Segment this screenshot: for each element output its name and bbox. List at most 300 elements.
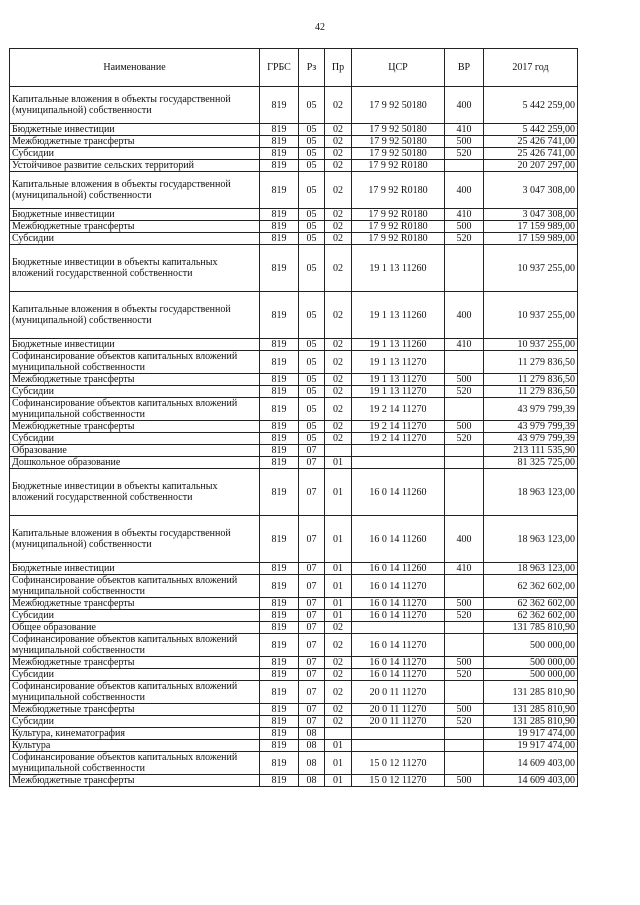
row-pr-cell: 01 [325,563,352,575]
row-rz-cell: 07 [299,622,325,634]
row-grbs-cell: 819 [260,87,299,124]
row-amount-cell: 131 285 810,90 [484,681,578,704]
row-vr-cell: 520 [445,433,484,445]
row-vr-cell: 410 [445,563,484,575]
row-grbs-cell: 819 [260,681,299,704]
row-vr-cell [445,634,484,657]
row-vr-cell: 520 [445,148,484,160]
row-amount-cell: 17 159 989,00 [484,221,578,233]
table-row [10,634,578,657]
row-rz-cell: 08 [299,752,325,775]
column-header-vr: ВР [445,49,484,87]
row-vr-cell [445,457,484,469]
table-row [10,292,578,339]
row-vr-cell: 410 [445,124,484,136]
row-amount-cell: 10 937 255,00 [484,245,578,292]
row-grbs-cell: 819 [260,124,299,136]
table-row [10,172,578,209]
row-rz-cell: 08 [299,740,325,752]
row-vr-cell: 500 [445,374,484,386]
row-vr-cell: 500 [445,775,484,787]
row-csr-cell: 17 9 92 R0180 [352,172,445,209]
table-row [10,598,578,610]
row-vr-cell: 410 [445,209,484,221]
row-amount-cell: 3 047 308,00 [484,209,578,221]
row-grbs-cell: 819 [260,351,299,374]
row-csr-cell: 17 9 92 50180 [352,148,445,160]
row-csr-cell: 17 9 92 50180 [352,136,445,148]
row-amount-cell: 131 785 810,90 [484,622,578,634]
row-grbs-cell: 819 [260,148,299,160]
row-csr-cell: 19 1 13 11260 [352,292,445,339]
row-grbs-cell: 819 [260,634,299,657]
table-row [10,704,578,716]
row-name-cell: Межбюджетные трансферты [10,775,260,787]
row-amount-cell: 81 325 725,00 [484,457,578,469]
row-grbs-cell: 819 [260,421,299,433]
row-pr-cell: 01 [325,598,352,610]
row-grbs-cell: 819 [260,775,299,787]
row-name-cell: Капитальные вложения в объекты государственной (муниципальной) собственности [10,292,260,339]
row-amount-cell: 18 963 123,00 [484,563,578,575]
row-name-cell: Бюджетные инвестиции в объекты капитальных вложений государственной собственности [10,245,260,292]
row-vr-cell: 400 [445,292,484,339]
row-rz-cell: 05 [299,233,325,245]
row-vr-cell: 500 [445,598,484,610]
row-pr-cell: 02 [325,657,352,669]
row-name-cell: Бюджетные инвестиции [10,339,260,351]
row-rz-cell: 07 [299,657,325,669]
table-row [10,728,578,740]
row-pr-cell: 02 [325,87,352,124]
row-csr-cell: 16 0 14 11270 [352,634,445,657]
column-header-year: 2017 год [484,49,578,87]
table-row [10,469,578,516]
row-name-cell: Капитальные вложения в объекты государственной (муниципальной) собственности [10,87,260,124]
table-row [10,386,578,398]
row-amount-cell: 500 000,00 [484,634,578,657]
row-rz-cell: 07 [299,681,325,704]
row-vr-cell [445,398,484,421]
row-grbs-cell: 819 [260,160,299,172]
row-grbs-cell: 819 [260,563,299,575]
row-name-cell: Культура, кинематография [10,728,260,740]
table-row [10,740,578,752]
row-rz-cell: 05 [299,245,325,292]
row-name-cell: Культура [10,740,260,752]
row-csr-cell: 16 0 14 11260 [352,469,445,516]
row-grbs-cell: 819 [260,136,299,148]
row-rz-cell: 05 [299,339,325,351]
row-grbs-cell: 819 [260,622,299,634]
table-row [10,657,578,669]
row-name-cell: Межбюджетные трансферты [10,704,260,716]
row-csr-cell: 19 2 14 11270 [352,398,445,421]
row-vr-cell [445,245,484,292]
row-name-cell: Дошкольное образование [10,457,260,469]
table-header-row [10,49,578,87]
row-vr-cell [445,740,484,752]
table-row [10,136,578,148]
row-name-cell: Субсидии [10,148,260,160]
row-csr-cell: 15 0 12 11270 [352,752,445,775]
table-row [10,421,578,433]
row-name-cell: Межбюджетные трансферты [10,598,260,610]
row-csr-cell: 17 9 92 50180 [352,124,445,136]
table-body [10,87,578,787]
row-grbs-cell: 819 [260,704,299,716]
table-row [10,457,578,469]
table-row [10,221,578,233]
table-row [10,339,578,351]
row-vr-cell [445,445,484,457]
row-name-cell: Субсидии [10,716,260,728]
row-name-cell: Субсидии [10,233,260,245]
row-grbs-cell: 819 [260,398,299,421]
row-rz-cell: 05 [299,136,325,148]
row-vr-cell: 520 [445,233,484,245]
row-csr-cell: 19 1 13 11270 [352,386,445,398]
row-rz-cell: 07 [299,598,325,610]
row-name-cell: Субсидии [10,433,260,445]
row-vr-cell [445,622,484,634]
row-pr-cell: 02 [325,421,352,433]
table-row [10,752,578,775]
row-csr-cell: 16 0 14 11270 [352,575,445,598]
row-grbs-cell: 819 [260,221,299,233]
row-csr-cell: 16 0 14 11270 [352,669,445,681]
row-pr-cell: 02 [325,398,352,421]
row-csr-cell: 16 0 14 11270 [352,610,445,622]
row-grbs-cell: 819 [260,669,299,681]
row-rz-cell: 05 [299,148,325,160]
row-amount-cell: 213 111 535,90 [484,445,578,457]
row-grbs-cell: 819 [260,172,299,209]
row-vr-cell: 500 [445,704,484,716]
table-row [10,563,578,575]
row-vr-cell [445,728,484,740]
row-csr-cell: 17 9 92 R0180 [352,233,445,245]
row-pr-cell: 02 [325,124,352,136]
row-name-cell: Межбюджетные трансферты [10,657,260,669]
row-grbs-cell: 819 [260,339,299,351]
row-pr-cell: 01 [325,457,352,469]
row-amount-cell: 500 000,00 [484,657,578,669]
row-rz-cell: 05 [299,160,325,172]
row-pr-cell: 02 [325,374,352,386]
row-rz-cell: 05 [299,292,325,339]
row-csr-cell [352,622,445,634]
row-amount-cell: 18 963 123,00 [484,516,578,563]
row-grbs-cell: 819 [260,610,299,622]
row-vr-cell: 500 [445,421,484,433]
row-grbs-cell: 819 [260,445,299,457]
row-pr-cell: 01 [325,740,352,752]
row-name-cell: Софинансирование объектов капитальных вложений муниципальной собственности [10,752,260,775]
row-amount-cell: 11 279 836,50 [484,351,578,374]
row-name-cell: Капитальные вложения в объекты государственной (муниципальной) собственности [10,172,260,209]
row-name-cell: Софинансирование объектов капитальных вложений муниципальной собственности [10,398,260,421]
table-row [10,233,578,245]
row-rz-cell: 05 [299,433,325,445]
row-amount-cell: 20 207 297,00 [484,160,578,172]
row-rz-cell: 07 [299,575,325,598]
row-name-cell: Межбюджетные трансферты [10,421,260,433]
row-pr-cell: 02 [325,292,352,339]
row-csr-cell: 17 9 92 R0180 [352,221,445,233]
row-amount-cell: 131 285 810,90 [484,716,578,728]
row-name-cell: Субсидии [10,386,260,398]
row-csr-cell: 19 1 13 11260 [352,339,445,351]
row-amount-cell: 19 917 474,00 [484,728,578,740]
row-rz-cell: 07 [299,457,325,469]
row-name-cell: Софинансирование объектов капитальных вложений муниципальной собственности [10,681,260,704]
row-pr-cell: 02 [325,172,352,209]
row-pr-cell: 02 [325,681,352,704]
row-pr-cell: 01 [325,610,352,622]
row-csr-cell: 20 0 11 11270 [352,716,445,728]
row-pr-cell: 02 [325,351,352,374]
row-pr-cell: 02 [325,221,352,233]
row-name-cell: Софинансирование объектов капитальных вложений муниципальной собственности [10,575,260,598]
row-amount-cell: 43 979 799,39 [484,433,578,445]
row-vr-cell: 520 [445,669,484,681]
row-amount-cell: 62 362 602,00 [484,610,578,622]
row-pr-cell: 02 [325,339,352,351]
row-vr-cell [445,681,484,704]
row-csr-cell: 19 2 14 11270 [352,433,445,445]
row-csr-cell [352,728,445,740]
row-csr-cell: 16 0 14 11260 [352,516,445,563]
row-csr-cell [352,445,445,457]
row-amount-cell: 10 937 255,00 [484,339,578,351]
row-pr-cell [325,445,352,457]
table-row [10,516,578,563]
row-grbs-cell: 819 [260,516,299,563]
row-rz-cell: 08 [299,775,325,787]
row-csr-cell: 16 0 14 11270 [352,657,445,669]
row-amount-cell: 11 279 836,50 [484,374,578,386]
row-amount-cell: 62 362 602,00 [484,575,578,598]
row-amount-cell: 19 917 474,00 [484,740,578,752]
row-amount-cell: 43 979 799,39 [484,421,578,433]
row-grbs-cell: 819 [260,433,299,445]
row-grbs-cell: 819 [260,233,299,245]
row-rz-cell: 07 [299,669,325,681]
row-csr-cell: 17 9 92 50180 [352,87,445,124]
row-pr-cell: 02 [325,433,352,445]
row-name-cell: Бюджетные инвестиции [10,124,260,136]
row-grbs-cell: 819 [260,716,299,728]
row-rz-cell: 07 [299,563,325,575]
row-name-cell: Бюджетные инвестиции [10,563,260,575]
row-amount-cell: 3 047 308,00 [484,172,578,209]
row-pr-cell [325,728,352,740]
row-pr-cell: 01 [325,516,352,563]
table-row [10,87,578,124]
row-name-cell: Бюджетные инвестиции в объекты капитальных вложений государственной собственности [10,469,260,516]
row-grbs-cell: 819 [260,575,299,598]
row-pr-cell: 01 [325,752,352,775]
row-amount-cell: 17 159 989,00 [484,233,578,245]
row-vr-cell [445,752,484,775]
table-row [10,610,578,622]
row-pr-cell: 02 [325,386,352,398]
row-csr-cell: 19 1 13 11260 [352,245,445,292]
row-name-cell: Межбюджетные трансферты [10,136,260,148]
row-vr-cell: 400 [445,516,484,563]
row-pr-cell: 01 [325,469,352,516]
table-row [10,681,578,704]
row-rz-cell: 05 [299,351,325,374]
row-rz-cell: 05 [299,221,325,233]
row-rz-cell: 05 [299,374,325,386]
row-rz-cell: 07 [299,634,325,657]
row-grbs-cell: 819 [260,728,299,740]
row-csr-cell: 17 9 92 R0180 [352,209,445,221]
row-rz-cell: 07 [299,516,325,563]
row-csr-cell: 20 0 11 11270 [352,681,445,704]
row-name-cell: Софинансирование объектов капитальных вложений муниципальной собственности [10,634,260,657]
row-amount-cell: 10 937 255,00 [484,292,578,339]
row-name-cell: Общее образование [10,622,260,634]
table-row [10,351,578,374]
row-pr-cell: 01 [325,775,352,787]
row-amount-cell: 5 442 259,00 [484,124,578,136]
row-amount-cell: 11 279 836,50 [484,386,578,398]
row-pr-cell: 02 [325,704,352,716]
row-rz-cell: 05 [299,124,325,136]
row-amount-cell: 25 426 741,00 [484,136,578,148]
column-header-name: Наименование [10,49,260,87]
row-amount-cell: 43 979 799,39 [484,398,578,421]
row-grbs-cell: 819 [260,598,299,610]
row-pr-cell: 01 [325,575,352,598]
row-name-cell: Образование [10,445,260,457]
row-pr-cell: 02 [325,148,352,160]
row-grbs-cell: 819 [260,209,299,221]
table-row [10,716,578,728]
table-row [10,775,578,787]
row-csr-cell: 16 0 14 11260 [352,563,445,575]
table-row [10,622,578,634]
row-grbs-cell: 819 [260,292,299,339]
row-vr-cell [445,160,484,172]
row-pr-cell: 02 [325,160,352,172]
budget-table [9,48,578,787]
row-csr-cell: 20 0 11 11270 [352,704,445,716]
page-number: 42 [315,22,325,33]
row-vr-cell: 520 [445,716,484,728]
row-pr-cell: 02 [325,136,352,148]
row-name-cell: Субсидии [10,610,260,622]
column-header-pr: Пр [325,49,352,87]
row-vr-cell: 410 [445,339,484,351]
row-vr-cell: 520 [445,386,484,398]
row-csr-cell: 17 9 92 R0180 [352,160,445,172]
row-grbs-cell: 819 [260,374,299,386]
row-amount-cell: 500 000,00 [484,669,578,681]
row-rz-cell: 05 [299,398,325,421]
row-amount-cell: 25 426 741,00 [484,148,578,160]
row-name-cell: Межбюджетные трансферты [10,221,260,233]
row-grbs-cell: 819 [260,386,299,398]
row-amount-cell: 18 963 123,00 [484,469,578,516]
row-grbs-cell: 819 [260,469,299,516]
row-vr-cell: 500 [445,221,484,233]
row-vr-cell: 400 [445,172,484,209]
row-name-cell: Устойчивое развитие сельских территорий [10,160,260,172]
row-amount-cell: 131 285 810,90 [484,704,578,716]
table-row [10,445,578,457]
row-csr-cell: 15 0 12 11270 [352,775,445,787]
table-row [10,245,578,292]
row-pr-cell: 02 [325,634,352,657]
table-row [10,124,578,136]
column-header-grbs: ГРБС [260,49,299,87]
table-row [10,160,578,172]
row-rz-cell: 07 [299,469,325,516]
column-header-csr: ЦСР [352,49,445,87]
row-grbs-cell: 819 [260,752,299,775]
row-vr-cell [445,469,484,516]
row-pr-cell: 02 [325,716,352,728]
row-vr-cell: 400 [445,87,484,124]
row-rz-cell: 07 [299,716,325,728]
table-row [10,398,578,421]
row-name-cell: Межбюджетные трансферты [10,374,260,386]
row-rz-cell: 05 [299,421,325,433]
row-amount-cell: 14 609 403,00 [484,752,578,775]
table-row [10,669,578,681]
row-amount-cell: 14 609 403,00 [484,775,578,787]
row-pr-cell: 02 [325,233,352,245]
row-grbs-cell: 819 [260,657,299,669]
row-pr-cell: 02 [325,209,352,221]
row-rz-cell: 07 [299,445,325,457]
row-name-cell: Капитальные вложения в объекты государственной (муниципальной) собственности [10,516,260,563]
row-csr-cell [352,740,445,752]
row-vr-cell [445,575,484,598]
row-pr-cell: 02 [325,622,352,634]
row-vr-cell: 500 [445,657,484,669]
row-rz-cell: 05 [299,386,325,398]
row-name-cell: Софинансирование объектов капитальных вложений муниципальной собственности [10,351,260,374]
table-row [10,433,578,445]
row-grbs-cell: 819 [260,740,299,752]
row-rz-cell: 07 [299,704,325,716]
row-name-cell: Субсидии [10,669,260,681]
row-rz-cell: 08 [299,728,325,740]
row-rz-cell: 05 [299,172,325,209]
row-csr-cell: 19 2 14 11270 [352,421,445,433]
row-rz-cell: 05 [299,209,325,221]
row-vr-cell [445,351,484,374]
row-amount-cell: 5 442 259,00 [484,87,578,124]
row-csr-cell: 19 1 13 11270 [352,374,445,386]
table-row [10,575,578,598]
table-row [10,209,578,221]
row-pr-cell: 02 [325,669,352,681]
row-amount-cell: 62 362 602,00 [484,598,578,610]
row-csr-cell [352,457,445,469]
row-csr-cell: 19 1 13 11270 [352,351,445,374]
row-name-cell: Бюджетные инвестиции [10,209,260,221]
row-rz-cell: 07 [299,610,325,622]
table-row [10,148,578,160]
row-vr-cell: 520 [445,610,484,622]
column-header-rz: Рз [299,49,325,87]
